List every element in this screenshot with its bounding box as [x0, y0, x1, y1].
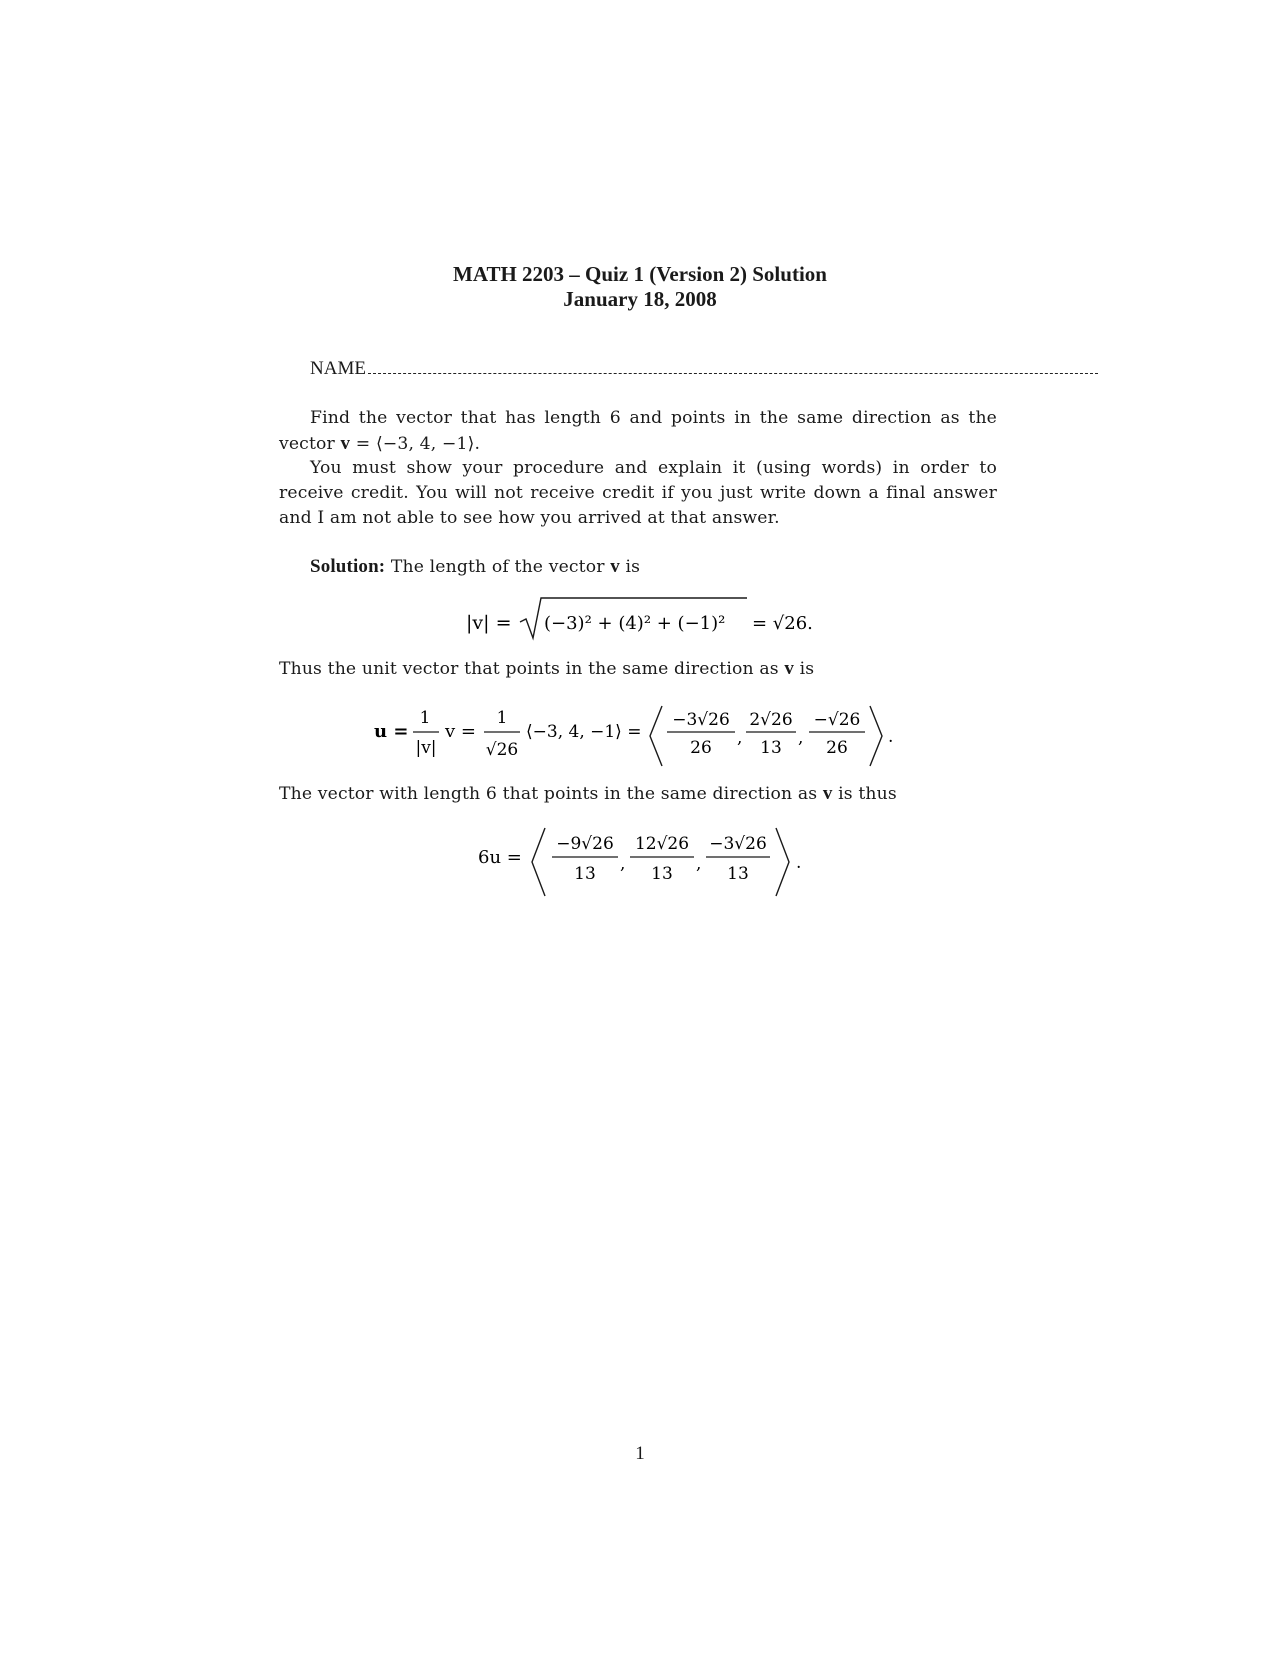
length-radicand: (−3)² + (4)² + (−1)²	[544, 613, 726, 634]
comma: ,	[620, 854, 626, 874]
final-text: The vector with length 6 that points in the same direction as	[279, 784, 818, 804]
vector-symbol: v	[340, 433, 351, 454]
scaled-c2-den: 13	[651, 864, 673, 884]
scaled-equation	[460, 822, 820, 906]
scaled-c3-num: −3√26	[709, 834, 767, 854]
quiz-date: January 18, 2008	[563, 287, 717, 311]
scaled-c3-den: 13	[727, 864, 749, 884]
intro-end: is	[625, 557, 641, 577]
scaled-c1-num: −9√26	[556, 834, 614, 854]
name-field[interactable]	[310, 358, 1098, 380]
unit-c2-den: 13	[760, 738, 782, 758]
scaled-equation-svg	[460, 822, 820, 902]
instructions: You must show your procedure and explain it (using words) in order to receive credit. You will not receive credit if you just write down a final answer and I am not able to see how you arrived at that answer.	[279, 458, 997, 528]
unit-vec: ⟨−3, 4, −1⟩ =	[526, 722, 642, 742]
unit-frac1-num: 1	[419, 708, 431, 728]
length-lhs: |v| =	[466, 612, 512, 634]
problem-statement	[279, 406, 997, 457]
final-end: is thus	[838, 784, 897, 804]
left-angle-bracket	[650, 706, 662, 766]
unit-c1-num: −3√26	[672, 710, 730, 730]
scaled-c2-num: 12√26	[634, 834, 690, 854]
comma: ,	[737, 728, 743, 748]
unit-frac2-num: 1	[496, 708, 508, 728]
length-rhs: = √26.	[752, 613, 813, 634]
length-equation	[440, 592, 840, 646]
right-angle-bracket	[776, 828, 789, 896]
unit-equation-svg	[360, 698, 920, 778]
unit-text: Thus the unit vector that points in the same direction as	[279, 659, 779, 679]
period: .	[796, 853, 802, 873]
vector-value: = ⟨−3, 4, −1⟩.	[355, 434, 481, 454]
name-label: NAME	[310, 358, 366, 379]
unit-v: v =	[445, 721, 476, 742]
solution-intro-text: The length of the vector	[390, 557, 605, 577]
quiz-title: MATH 2203 – Quiz 1 (Version 2) Solution	[453, 262, 827, 286]
comma: ,	[798, 728, 804, 748]
right-angle-bracket	[870, 706, 882, 766]
solution-intro	[279, 554, 997, 580]
unit-c1-den: 26	[690, 738, 712, 758]
unit-frac2-den: √26	[485, 740, 519, 760]
scaled-c1-den: 13	[574, 864, 596, 884]
problem-text: Find the vector that has length 6 and points in the same direction as the vector	[279, 408, 997, 454]
intro-vector-symbol: v	[610, 556, 620, 577]
unit-lhs: u =	[374, 721, 409, 742]
length-equation-svg	[440, 592, 840, 642]
scaled-vector-text	[279, 781, 1039, 807]
final-vector-symbol: v	[822, 783, 833, 804]
page-number: 1	[635, 1443, 645, 1464]
comma: ,	[696, 854, 702, 874]
name-underline[interactable]	[368, 359, 1098, 374]
left-angle-bracket	[532, 828, 545, 896]
unit-c3-den: 26	[826, 738, 848, 758]
unit-end: is	[799, 659, 815, 679]
solution-label: Solution:	[310, 556, 386, 577]
unit-c2-num: 2√26	[749, 710, 793, 730]
scaled-lhs: 6u =	[478, 847, 522, 868]
unit-equation	[360, 698, 920, 782]
unit-vector-text	[279, 656, 997, 682]
unit-frac1-den: |v|	[415, 738, 437, 758]
period: .	[888, 727, 894, 747]
unit-vector-symbol: v	[784, 658, 794, 679]
unit-c3-num: −√26	[813, 710, 861, 730]
